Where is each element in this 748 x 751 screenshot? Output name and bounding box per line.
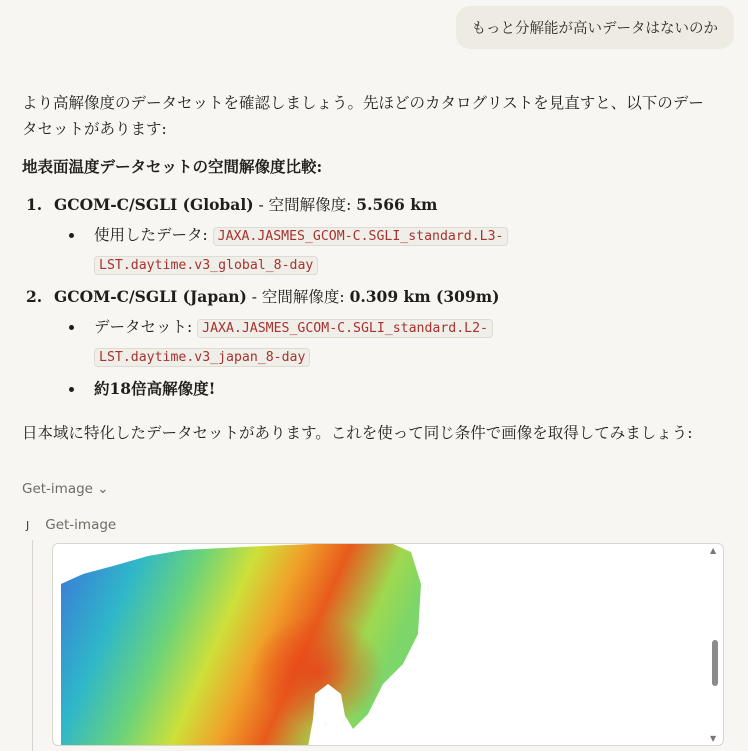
- resolution-note: 約18倍高解像度!: [94, 379, 216, 398]
- hot-spot: [203, 584, 393, 744]
- bullet: [69, 325, 74, 330]
- item-number: 2.: [26, 287, 43, 306]
- user-message-text: もっと分解能が高いデータはないのか: [471, 21, 718, 37]
- tool-rail: [32, 540, 33, 751]
- tool-avatar: J: [26, 518, 30, 532]
- result-image-frame[interactable]: [52, 543, 724, 746]
- bullet: [69, 233, 74, 238]
- user-message-bubble: [456, 6, 735, 49]
- dataset-list: [22, 192, 712, 402]
- dataset-code-2: LST.daytime.v3_global_8-day: [94, 256, 318, 275]
- scroll-down-icon[interactable]: ▼: [710, 734, 717, 743]
- sub-item-data: [54, 222, 712, 280]
- tool-toggle[interactable]: Get-image ⌄: [22, 481, 109, 497]
- intro-text: より高解像度のデータセットを確認しましょう。先ほどのカタログリストを見直すと、以下のデータセットがあります:: [22, 94, 704, 138]
- sub-list: [54, 314, 712, 402]
- lst-map-image: [53, 544, 425, 746]
- bullet: [69, 387, 74, 392]
- dataset-code-1: JAXA.JASMES_GCOM-C.SGLI_standard.L3-: [213, 227, 509, 246]
- sub-list: [54, 222, 712, 280]
- sub-item-note: [54, 376, 712, 402]
- dataset-code-2: LST.daytime.v3_japan_8-day: [94, 348, 310, 367]
- item-resolution: 5.566 km: [356, 195, 438, 214]
- scroll-up-icon[interactable]: ▲: [710, 546, 717, 555]
- dataset-item-japan: [22, 284, 712, 402]
- sub-item-data: [54, 314, 712, 372]
- dataset-item-global: [22, 192, 712, 280]
- dataset-code-1: JAXA.JASMES_GCOM-C.SGLI_standard.L2-: [197, 319, 493, 338]
- outro-text: 日本域に特化したデータセットがあります。これを使って同じ条件で画像を取得してみましょう:: [22, 424, 693, 442]
- image-scrollbar[interactable]: [709, 544, 721, 745]
- item-mid: - 空間解像度:: [253, 196, 357, 214]
- tool-call-name: Get-image: [45, 517, 117, 533]
- item-mid: - 空間解像度:: [246, 288, 350, 306]
- sub-label: データセット:: [94, 318, 198, 336]
- assistant-message: [22, 90, 712, 458]
- item-title: GCOM-C/SGLI (Japan): [54, 287, 247, 306]
- item-title: GCOM-C/SGLI (Global): [54, 195, 254, 214]
- item-resolution: 0.309 km (309m): [349, 287, 500, 306]
- sub-label: 使用したデータ:: [94, 226, 213, 244]
- item-number: 1.: [26, 195, 43, 214]
- tool-call-header[interactable]: [26, 517, 116, 533]
- scroll-thumb[interactable]: [712, 640, 718, 686]
- comparison-heading: 地表面温度データセットの空間解像度比較:: [22, 157, 323, 176]
